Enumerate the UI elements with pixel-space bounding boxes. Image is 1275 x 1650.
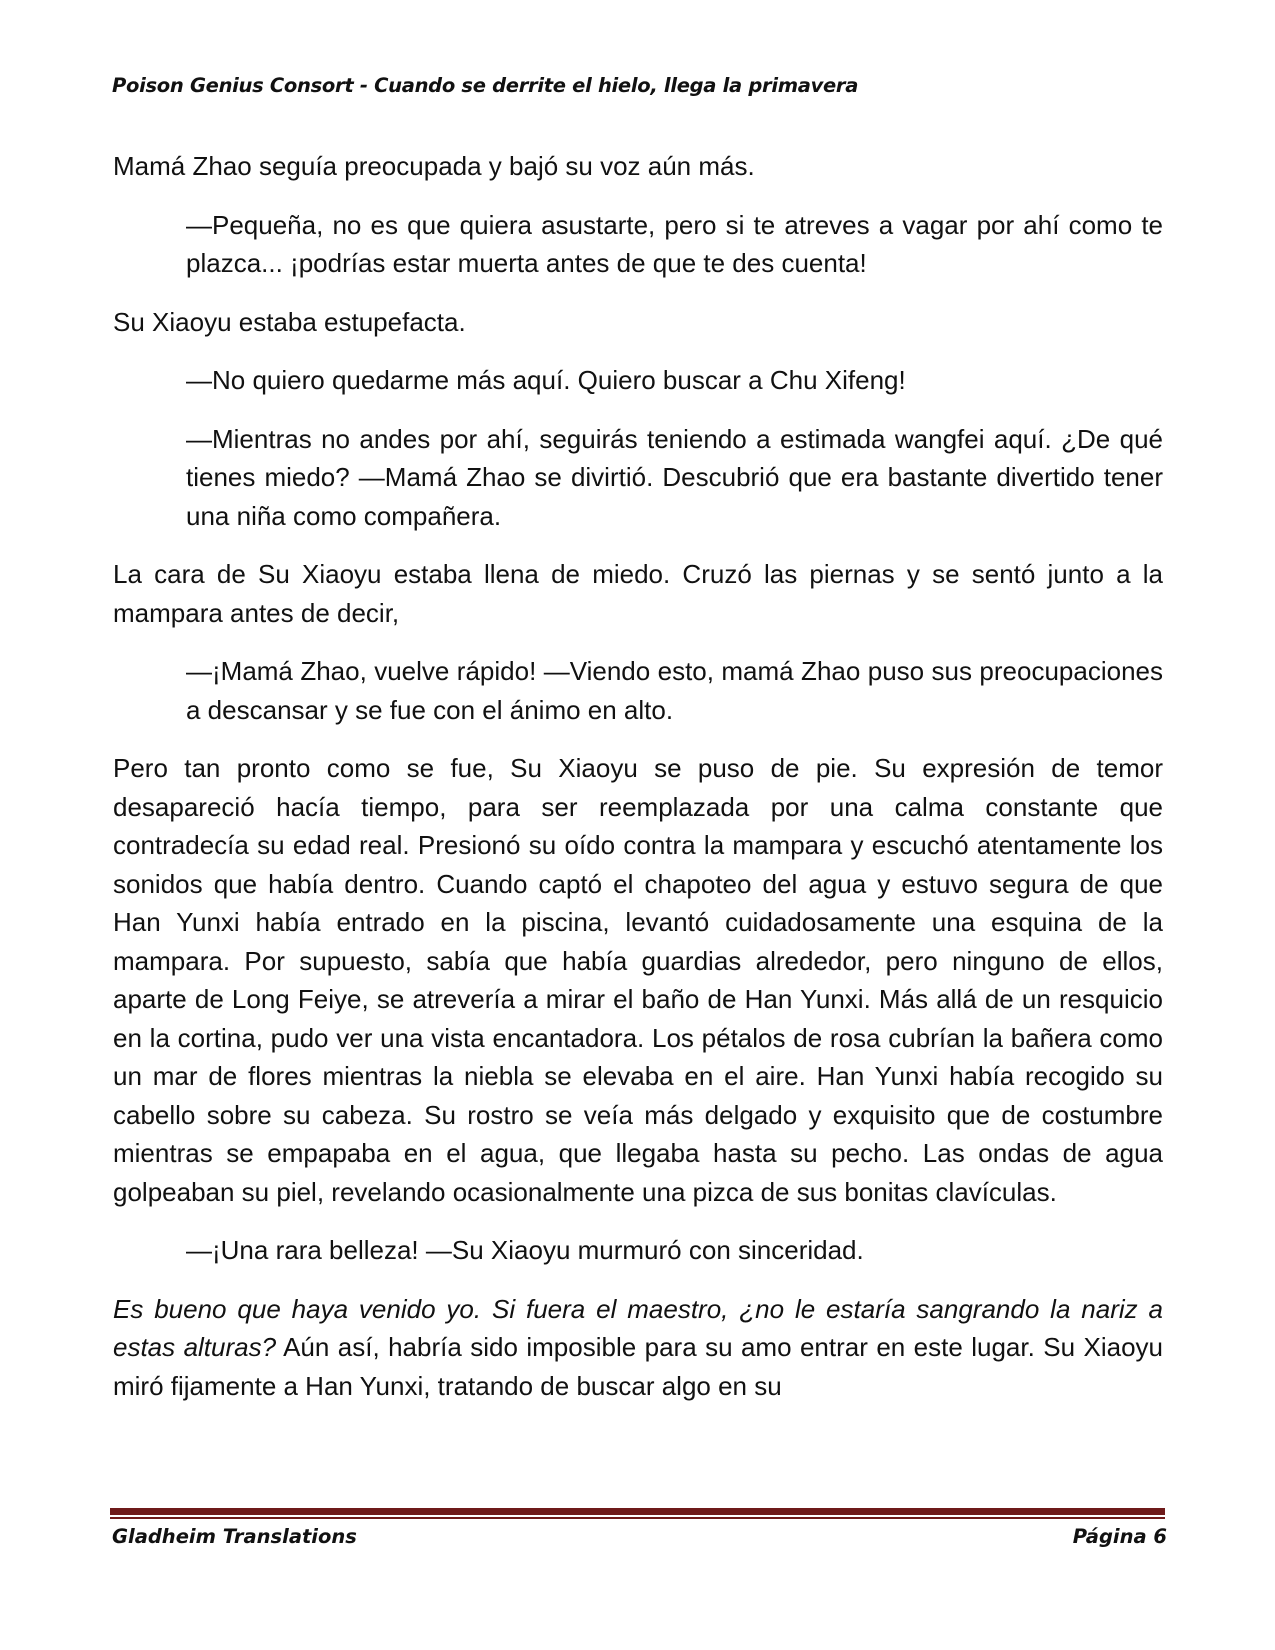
footer-rule xyxy=(110,1508,1165,1515)
paragraph xyxy=(113,1290,1163,1406)
paragraph: Pero tan pronto como se fue, Su Xiaoyu se puso de pie. Su expresión de temor desapareció hacía tiempo, para ser reemplazada por una calma constante que contradecía su edad real. Presionó su oído contra la mampara y escuchó atentamente los sonidos que había dentro. Cuando captó el chapoteo del agua y estuvo segura de que Han Yunxi había entrado en la piscina, levantó cuidadosamente una esquina de la mampara. Por supuesto, sabía que había guardias alrededor, pero ninguno de ellos, aparte de Long Feiye, se atrevería a mirar el baño de Han Yunxi. Más allá de un resquicio en la cortina, pudo ver una vista encantadora. Los pétalos de rosa cubrían la bañera como un mar de flores mientras la niebla se elevaba en el aire. Han Yunxi había recogido su cabello sobre su cabeza. Su rostro se veía más delgado y exquisito que de costumbre mientras se empapaba en el agua, que llegaba hasta su pecho. Las ondas de agua golpeaban su piel, revelando ocasionalmente una pizca de sus bonitas clavículas. xyxy=(113,753,1163,1207)
page-body xyxy=(113,147,1163,1425)
footer-translator-name: Gladheim Translations xyxy=(112,1525,357,1548)
dialogue-paragraph: —Pequeña, no es que quiera asustarte, pero si te atreves a vagar por ahí como te plazca... ¡podrías estar muerta antes de que te des cuenta! xyxy=(186,209,1163,278)
paragraph: Mamá Zhao seguía preocupada y bajó su voz aún más. xyxy=(113,151,755,181)
dialogue-paragraph: —¡Mamá Zhao, vuelve rápido! —Viendo esto, mamá Zhao puso sus preocupaciones a descansar y se fue con el ánimo en alto. xyxy=(186,656,1163,725)
dialogue-paragraph: —¡Una rara belleza! —Su Xiaoyu murmuró con sinceridad. xyxy=(186,1235,864,1265)
italic-thought: Es bueno que haya venido yo. Si fuera el maestro, ¿no le estaría sangrando la nariz a estas alturas? xyxy=(113,1293,1163,1362)
dialogue-paragraph: —Mientras no andes por ahí, seguirás teniendo a estimada wangfei aquí. ¿De qué tienes miedo? —Mamá Zhao se divirtió. Descubrió que era bastante divertido tener una niña como compañera. xyxy=(186,423,1163,531)
paragraph-text: Aún así, habría sido imposible para su amo entrar en este lugar. Su Xiaoyu miró fijamente a Han Yunxi, tratando de buscar algo en su xyxy=(113,1332,1163,1401)
page-header-title: Poison Genius Consort - Cuando se derrite el hielo, llega la primavera xyxy=(112,74,859,97)
footer-rule-thin xyxy=(110,1517,1165,1519)
footer-page-number: Página 6 xyxy=(1072,1525,1167,1548)
paragraph: Su Xiaoyu estaba estupefacta. xyxy=(113,306,466,337)
dialogue-paragraph: —No quiero quedarme más aquí. Quiero buscar a Chu Xifeng! xyxy=(186,365,906,395)
paragraph: La cara de Su Xiaoyu estaba llena de miedo. Cruzó las piernas y se sentó junto a la mampara antes de decir, xyxy=(113,559,1163,628)
